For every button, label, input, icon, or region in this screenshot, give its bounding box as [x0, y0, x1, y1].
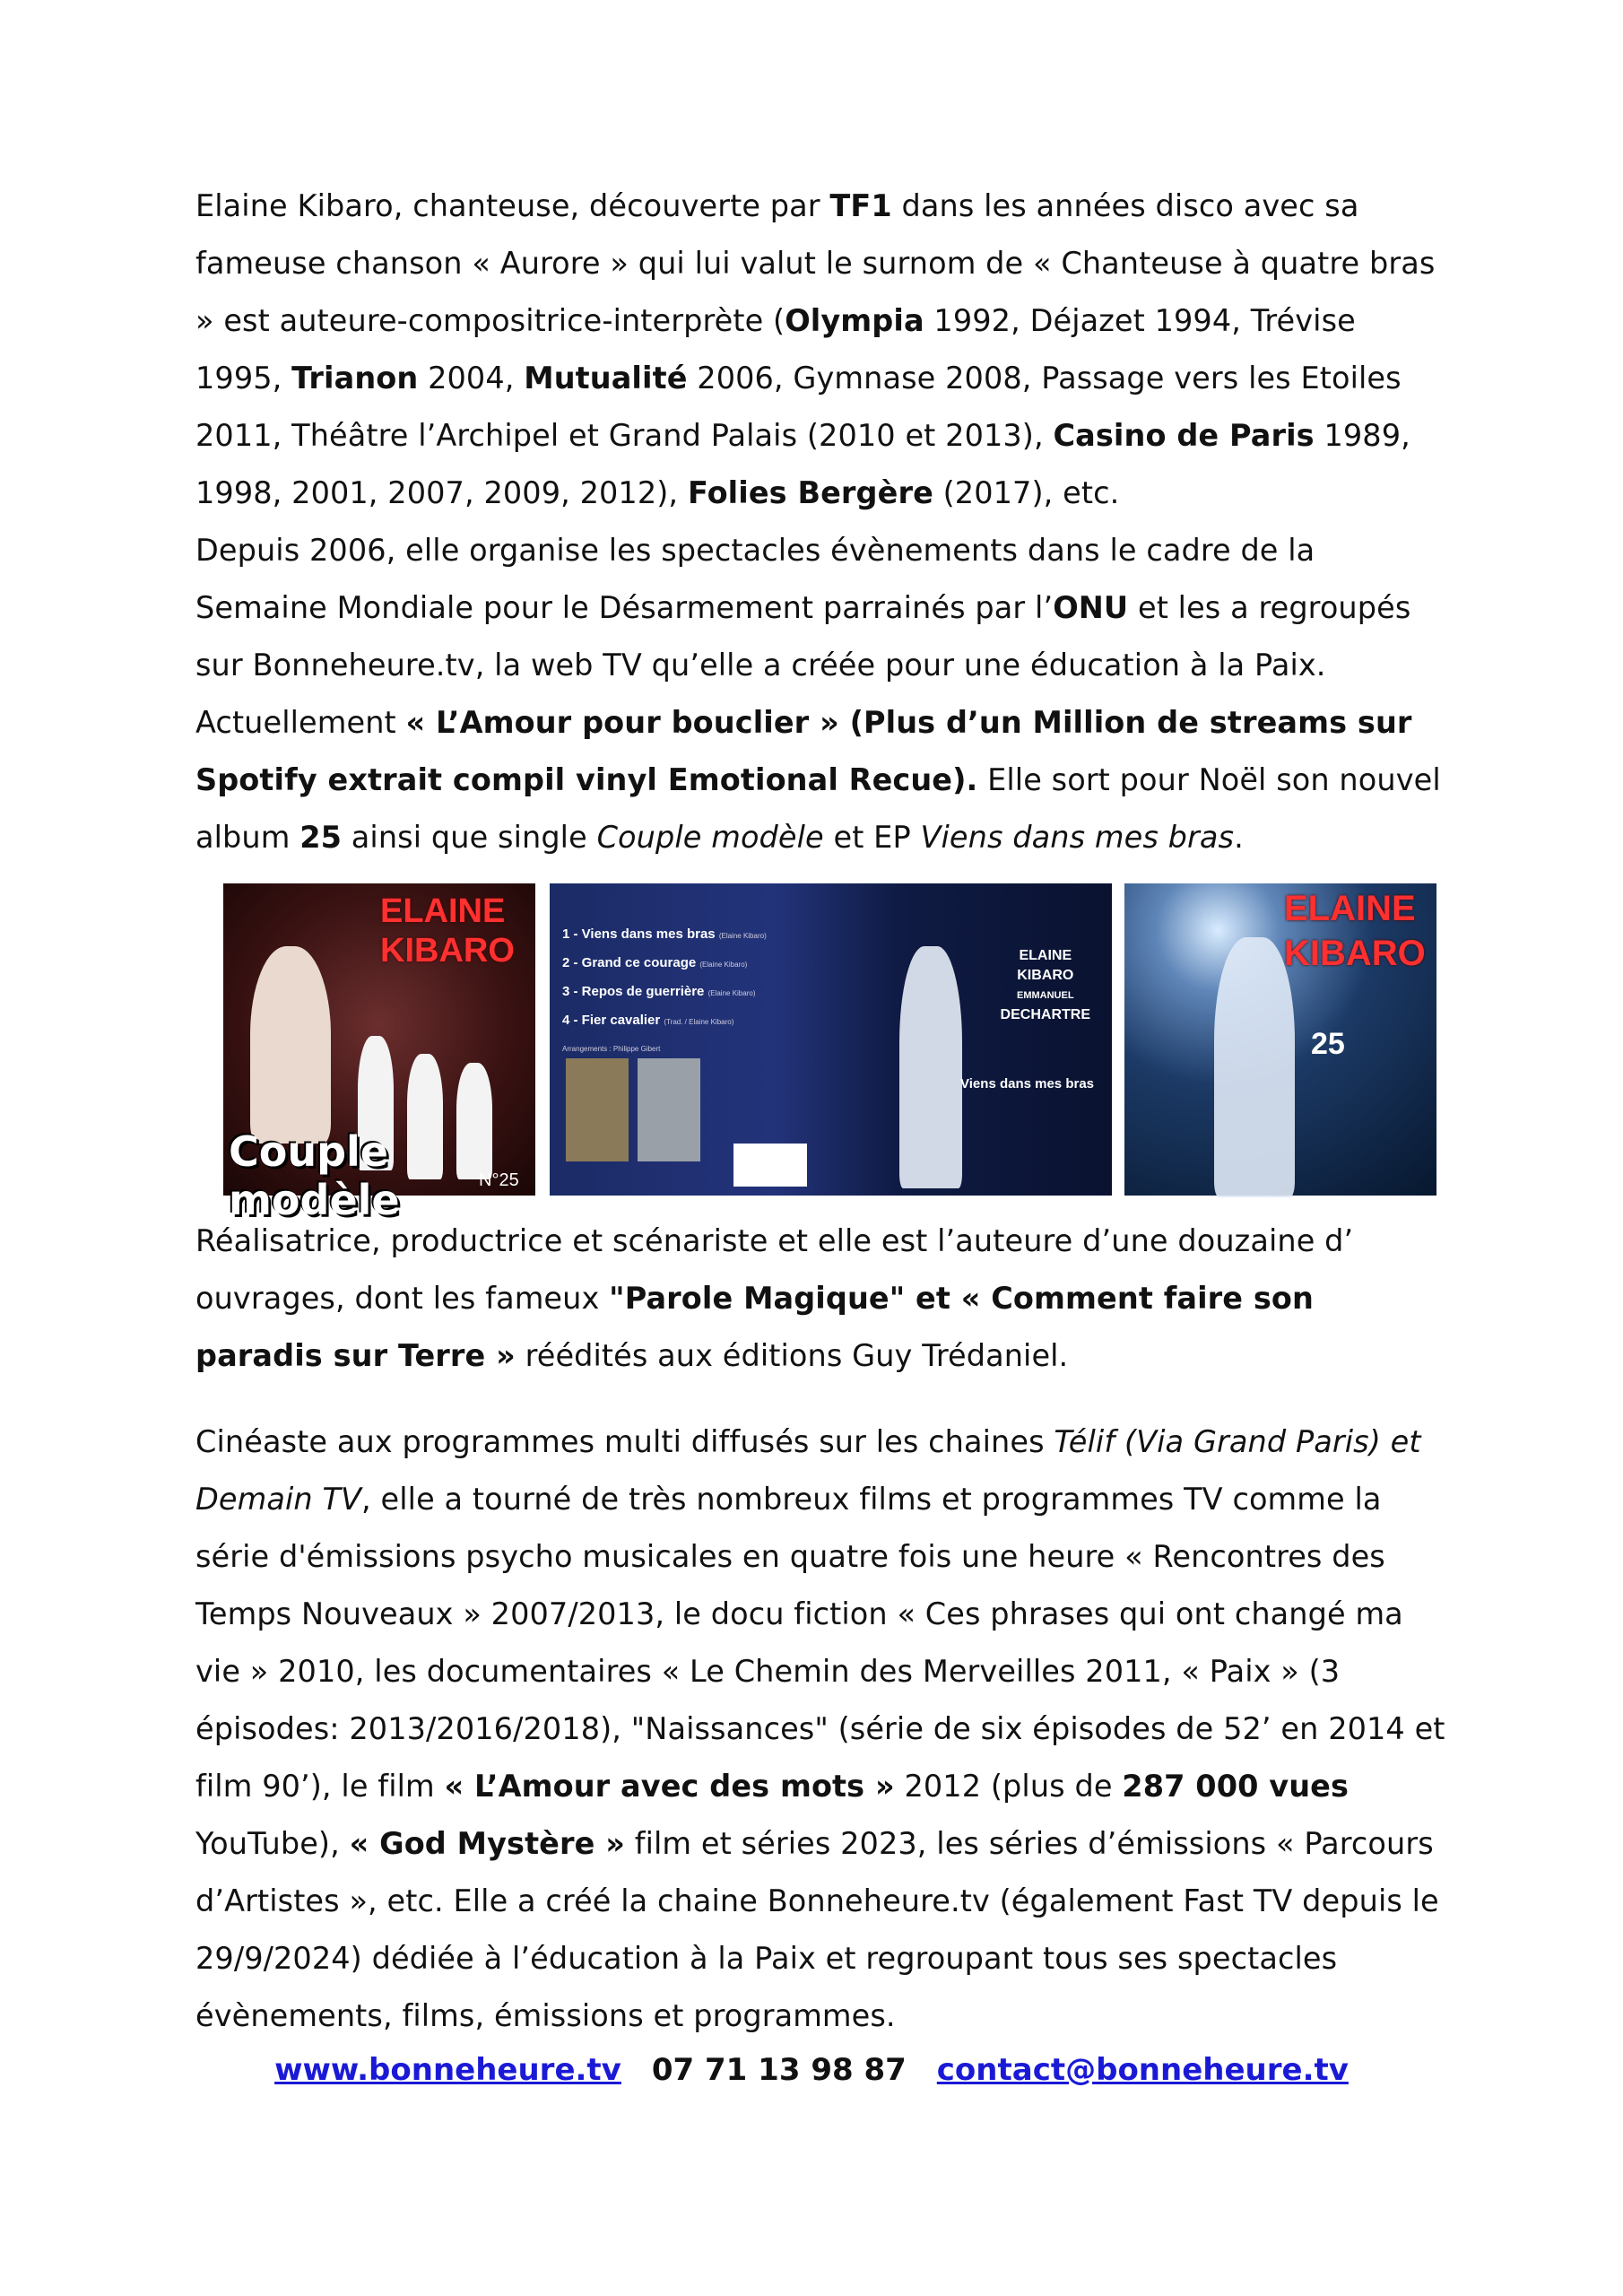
- ep-cover-image: [550, 883, 1112, 1196]
- text-run: 2006, Gymnase 2008, Passage vers les Etoiles 2011, Théâtre l’Archipel et Grand Palais (2010 et 2013),: [195, 361, 1402, 453]
- biography-paragraph: [195, 178, 1451, 866]
- album-cover-image: [1124, 883, 1436, 1196]
- ep-tracklist: [562, 921, 767, 1063]
- text-run: 2012 (plus de: [894, 1769, 1123, 1804]
- text-run: YouTube),: [195, 1826, 350, 1861]
- track-item: 4 - Fier cavalier (Trad. / Elaine Kibaro): [562, 1013, 734, 1028]
- phone-number: 07 71 13 98 87: [651, 2052, 907, 2088]
- text-run: et EP: [823, 820, 921, 855]
- singer-silhouette: [899, 946, 962, 1188]
- text-run: et les a regroupés sur Bonneheure.tv, la web TV qu’elle a créée pour une éducation à la Paix.: [195, 590, 1411, 683]
- album-number: 25: [1311, 1027, 1345, 1061]
- text-run: réédités aux éditions Guy Trédaniel.: [515, 1338, 1069, 1373]
- bold-text: Folies Bergère: [687, 475, 933, 510]
- track-item: 1 - Viens dans mes bras (Elaine Kibaro): [562, 926, 767, 942]
- filmography-paragraph: [195, 1413, 1451, 2045]
- website-link[interactable]: www.bonneheure.tv: [274, 2052, 621, 2088]
- cover-single-title: Couple modèle: [229, 1127, 400, 1224]
- text-run: Réalisatrice, productrice et scénariste et elle est l’auteure d’une douzaine d’ ouvrages, dont les fameux: [195, 1223, 1354, 1316]
- books-paragraph: [195, 1213, 1451, 1385]
- ep-title: Viens dans mes bras: [960, 1076, 1094, 1091]
- text-run: ainsi que single: [342, 820, 597, 855]
- bold-text: ONU: [1053, 590, 1129, 625]
- bold-text: Casino de Paris: [1053, 418, 1315, 453]
- track-item: 3 - Repos de guerrière (Elaine Kibaro): [562, 984, 756, 999]
- bold-text: Mutualité: [524, 361, 688, 396]
- text-run: dans les années disco avec sa fameuse chanson « Aurore » qui lui valut le surnom de « Chanteuse à quatre bras » est auteure-compositrice-interprète (: [195, 188, 1436, 338]
- text-run: Depuis 2006, elle organise les spectacles évènements dans le cadre de la Semaine Mondiale pour le Désarmement parrainés par l’: [195, 533, 1315, 625]
- cover-number: N°25: [479, 1170, 519, 1190]
- bold-text: "Parole Magique" et « Comment faire son paradis sur Terre »: [195, 1281, 1314, 1373]
- bold-text: Trianon: [291, 361, 419, 396]
- text-run: Elle sort pour Noël son nouvel album: [195, 762, 1441, 855]
- dancer-figure: [250, 946, 331, 1144]
- cover-artist-last: KIBARO: [1284, 934, 1426, 973]
- text-run: Elaine Kibaro, chanteuse, découverte par: [195, 188, 830, 223]
- ep-arrangements: Arrangements : Philippe Gibert: [562, 1045, 661, 1053]
- cover-artist-first: ELAINE: [1284, 889, 1416, 928]
- ep-artist-names: ELAINE KIBARO EMMANUEL DECHARTRE: [1000, 948, 1090, 1022]
- bold-text: « God Mystère »: [349, 1826, 625, 1861]
- track-item: 2 - Grand ce courage (Elaine Kibaro): [562, 955, 748, 970]
- text-run: , elle a tourné de très nombreux films et programmes TV comme la série d'émissions psycho musicales en quatre fois une heure « Rencontres des Temps Nouveaux » 2007/2013, le docu fiction « Ces phrases qui ont changé ma vie » 2010, les documentaires « Le Chemin des Merveilles 2011, « Paix » (3 épisodes: 2013/2016/2018), "Naissances" (série de six épisodes de 52’ en 2014 et film 90’), le film: [195, 1482, 1445, 1804]
- singer-silhouette: [1214, 937, 1295, 1197]
- bold-text: « L’Amour avec des mots »: [444, 1769, 895, 1804]
- logo-box: [733, 1144, 807, 1187]
- text-run: Cinéaste aux programmes multi diffusés sur les chaines: [195, 1424, 1055, 1459]
- text-run: film et séries 2023, les séries d’émissions « Parcours d’Artistes », etc. Elle a créé la chaine Bonneheure.tv (également Fast TV depuis le 29/9/2024) dédiée à l’éducation à la Paix et regroupant tous ses spectacles évènements, films, émissions et programmes.: [195, 1826, 1439, 2033]
- text-run: Actuellement: [195, 705, 406, 740]
- photo-thumbnail: [638, 1058, 700, 1161]
- bold-text: 287 000 vues: [1122, 1769, 1350, 1804]
- text-run: 2004,: [418, 361, 525, 396]
- email-link[interactable]: contact@bonneheure.tv: [936, 2052, 1349, 2088]
- text-run: 1992, Déjazet 1994, Trévise 1995,: [195, 303, 1356, 396]
- text-run: 1989, 1998, 2001, 2007, 2009, 2012),: [195, 418, 1410, 510]
- single-cover-image: [223, 883, 535, 1224]
- bold-text: TF1: [829, 188, 892, 223]
- cover-artist-last: KIBARO: [380, 932, 515, 970]
- bold-text: « L’Amour pour bouclier » (Plus d’un Million de streams sur Spotify extrait compil vinyl Emotional Recue).: [195, 705, 1412, 797]
- contact-line: [0, 2052, 1623, 2088]
- bold-text: 25: [299, 820, 343, 855]
- bold-text: Olympia: [785, 303, 924, 338]
- italic-text: Couple modèle: [596, 820, 824, 855]
- cover-artist-first: ELAINE: [380, 892, 506, 930]
- italic-text: Viens dans mes bras: [920, 820, 1235, 855]
- text-run: .: [1234, 820, 1244, 855]
- photo-thumbnail: [566, 1058, 629, 1161]
- italic-text: Télif (Via Grand Paris) et Demain TV: [195, 1424, 1421, 1517]
- text-run: (2017), etc.: [933, 475, 1120, 510]
